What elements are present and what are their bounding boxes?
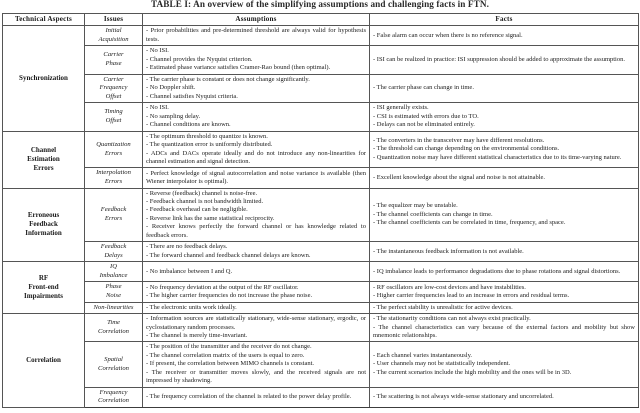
bullet-line: - Higher carrier frequencies lead to an increase in errors and residual terms.: [373, 291, 570, 299]
cell-facts: [370, 342, 639, 387]
cell-technical-aspect: Erroneous Feedback Information: [3, 188, 85, 262]
bullet-line: - Receiver knows perfectly the forward channel or has knowledge related to feedback errors.: [146, 223, 366, 239]
bullet-line: - Delays can not be eliminated entirely.: [373, 121, 475, 129]
cell-issue: Timing Offset: [85, 103, 143, 131]
bullet-line: - Estimated phase variance satisfies Cramer-Rao bound (then optimal).: [146, 64, 331, 72]
cell-issue: IQ Imbalance: [85, 262, 143, 282]
bullet-line: - The carrier phase can change in time.: [373, 84, 474, 92]
cell-facts: [370, 168, 639, 188]
bullet-line: - No imbalance between I and Q.: [146, 267, 233, 275]
bullet-line: - Channel satisfies Nyquist criteria.: [146, 92, 238, 100]
cell-issue: Frequency Correlation: [85, 387, 143, 407]
cell-facts: [370, 302, 639, 314]
bullet-line: - CSI is estimated with errors due to TO.: [373, 112, 479, 120]
bullet-line: - The threshold can change depending on the environmental conditions.: [373, 145, 560, 153]
cell-assumptions: [143, 103, 370, 131]
bullet-line: - RF oscillators are low-cost devices and have instabilities.: [373, 283, 526, 291]
cell-issue: Time Correlation: [85, 314, 143, 342]
bullet-line: - The channel coefficients can be correlated in time, frequency, and space.: [373, 219, 566, 227]
cell-facts: [370, 262, 639, 282]
table-body: [3, 26, 639, 408]
column-header-technical-aspects: Technical Aspects: [3, 14, 85, 26]
cell-facts: [370, 46, 639, 74]
bullet-line: - The quantization error is uniformly distributed.: [146, 141, 273, 149]
bullet-line: - The current scenarios include the high mobility and the ones will be in 3D.: [373, 368, 572, 376]
cell-assumptions: [143, 387, 370, 407]
cell-facts: [370, 188, 639, 242]
cell-assumptions: [143, 282, 370, 302]
bullet-line: - The stationarity conditions can not always exist practically.: [373, 315, 531, 323]
bullet-line: - The optimum threshold to quantize is known.: [146, 132, 268, 140]
cell-assumptions: [143, 26, 370, 46]
bullet-line: - No sampling delay.: [146, 112, 201, 120]
bullet-line: - ISI can be realized in practice: ISI suppression should be added to approximate the assumption.: [373, 55, 625, 63]
bullet-line: - Reverse link has the same statistical reciprocity.: [146, 214, 275, 222]
table-row: [3, 131, 639, 168]
column-header-facts: Facts: [370, 14, 639, 26]
bullet-line: - Channel provides the Nyquist criterion.: [146, 55, 253, 63]
table-row: [3, 168, 639, 188]
bullet-line: - The forward channel and feedback channel delays are known.: [146, 251, 311, 259]
table-header-row: [3, 14, 639, 26]
bullet-line: - IQ imbalance leads to performance degradations due to phase rotations and signal distortions.: [373, 267, 621, 275]
bullet-line: - The channel is merely time-invariant.: [146, 331, 248, 339]
table-row: [3, 314, 639, 342]
bullet-line: - The electronic units work ideally.: [146, 303, 237, 311]
bullet-line: - The higher carrier frequencies do not increase the phase noise.: [146, 291, 313, 299]
cell-facts: [370, 26, 639, 46]
cell-assumptions: [143, 188, 370, 242]
table-row: [3, 282, 639, 302]
cell-facts: [370, 74, 639, 103]
bullet-line: - If present, the correlation between MIMO channels is constant.: [146, 360, 315, 368]
bullet-line: - Channel conditions are known.: [146, 121, 231, 129]
table-row: [3, 74, 639, 103]
bullet-line: - Perfect knowledge of signal autocorrelation and noise variance is available (then Wiener interpolator is optimal).: [146, 169, 366, 185]
table-row: [3, 188, 639, 242]
table-row: [3, 242, 639, 262]
cell-issue: Quantization Errors: [85, 131, 143, 168]
cell-assumptions: [143, 314, 370, 342]
cell-issue: Feedback Errors: [85, 188, 143, 242]
overview-table: [2, 13, 639, 408]
bullet-line: - No frequency deviation at the output of the RF oscillator.: [146, 283, 299, 291]
bullet-line: - Reverse (feedback) channel is noise-free.: [146, 189, 258, 197]
bullet-line: - No ISI.: [146, 104, 169, 112]
cell-issue: Carrier Frequency Offset: [85, 74, 143, 103]
cell-technical-aspect: Channel Estimation Errors: [3, 131, 85, 188]
bullet-line: - The carrier phase is constant or does not change significantly.: [146, 75, 310, 83]
table-row: [3, 46, 639, 74]
table-header: [3, 14, 639, 26]
cell-technical-aspect: Synchronization: [3, 26, 85, 131]
cell-technical-aspect: RF Front-end Impairments: [3, 262, 85, 314]
bullet-line: - The position of the transmitter and the receiver do not change.: [146, 343, 312, 351]
cell-assumptions: [143, 342, 370, 387]
bullet-line: - The frequency correlation of the channel is related to the power delay profile.: [146, 392, 352, 400]
cell-issue: Non-linearities: [85, 302, 143, 314]
cell-facts: [370, 314, 639, 342]
bullet-line: - Excellent knowledge about the signal and noise is not attainable.: [373, 173, 546, 181]
cell-facts: [370, 282, 639, 302]
bullet-line: - Information sources are statistically stationary, wide-sense stationary, ergodic, or cyclostationary random processes.: [146, 315, 366, 331]
bullet-line: - Quantization noise may have different statistical characteristics due to its time-varying nature.: [373, 153, 622, 161]
cell-assumptions: [143, 46, 370, 74]
bullet-line: - ADCs and DACs operate ideally and do not introduce any non-linearities for channel estimation and signal detection.: [146, 149, 366, 165]
bullet-line: - ISI generally exists.: [373, 104, 429, 112]
cell-assumptions: [143, 74, 370, 103]
cell-issue: Spatial Correlation: [85, 342, 143, 387]
bullet-line: - User channels may not be statistically independent.: [373, 360, 511, 368]
cell-facts: [370, 103, 639, 131]
cell-assumptions: [143, 242, 370, 262]
bullet-line: - Each channel varies instantaneously.: [373, 351, 473, 359]
cell-issue: Interpolation Errors: [85, 168, 143, 188]
cell-assumptions: [143, 168, 370, 188]
cell-facts: [370, 242, 639, 262]
cell-facts: [370, 387, 639, 407]
cell-facts: [370, 131, 639, 168]
cell-issue: Phase Noise: [85, 282, 143, 302]
cell-technical-aspect: Correlation: [3, 314, 85, 408]
bullet-line: - False alarm can occur when there is no reference signal.: [373, 31, 523, 39]
cell-issue: Initial Acquisition: [85, 26, 143, 46]
bullet-line: - The equalizer may be unstable.: [373, 202, 458, 210]
bullet-line: - The receiver or transmitter moves slowly, and the received signals are not impressed by shadowing.: [146, 368, 366, 385]
cell-issue: Carrier Phase: [85, 46, 143, 74]
bullet-line: - The channel coefficients can change in time.: [373, 210, 493, 218]
table-row: [3, 387, 639, 407]
cell-assumptions: [143, 302, 370, 314]
table-row: [3, 103, 639, 131]
bullet-line: - The channel characteristics can vary because of the external factors and mobility but show mnemonic relationships.: [373, 323, 635, 339]
bullet-line: - Feedback overhead can be negligible.: [146, 206, 248, 214]
cell-assumptions: [143, 262, 370, 282]
table-row: [3, 26, 639, 46]
column-header-assumptions: Assumptions: [143, 14, 370, 26]
bullet-line: - Prior probabilities and pre-determined threshold are always valid for hypothesis tests.: [146, 27, 366, 43]
bullet-line: - No ISI.: [146, 47, 169, 55]
bullet-line: - The converters in the transceiver may have different resolutions.: [373, 136, 545, 144]
bullet-line: - The scattering is not always wide-sense stationary and uncorrelated.: [373, 392, 554, 400]
bullet-line: - The instantaneous feedback information is not available.: [373, 247, 524, 255]
table-caption: TABLE I: An overview of the simplifying assumptions and challenging facts in FTN.: [151, 0, 489, 9]
table-row: [3, 262, 639, 282]
bullet-line: - Feedback channel is not bandwidth limited.: [146, 197, 264, 205]
column-header-issues: Issues: [85, 14, 143, 26]
bullet-line: - The channel correlation matrix of the users is equal to zero.: [146, 351, 305, 359]
table-row: [3, 342, 639, 387]
cell-assumptions: [143, 131, 370, 168]
cell-issue: Feedback Delays: [85, 242, 143, 262]
bullet-line: - There are no feedback delays.: [146, 243, 228, 251]
table-row: [3, 302, 639, 314]
bullet-line: - The perfect stability is unrealistic for active devices.: [373, 303, 513, 311]
bullet-line: - No Doppler shift.: [146, 84, 196, 92]
